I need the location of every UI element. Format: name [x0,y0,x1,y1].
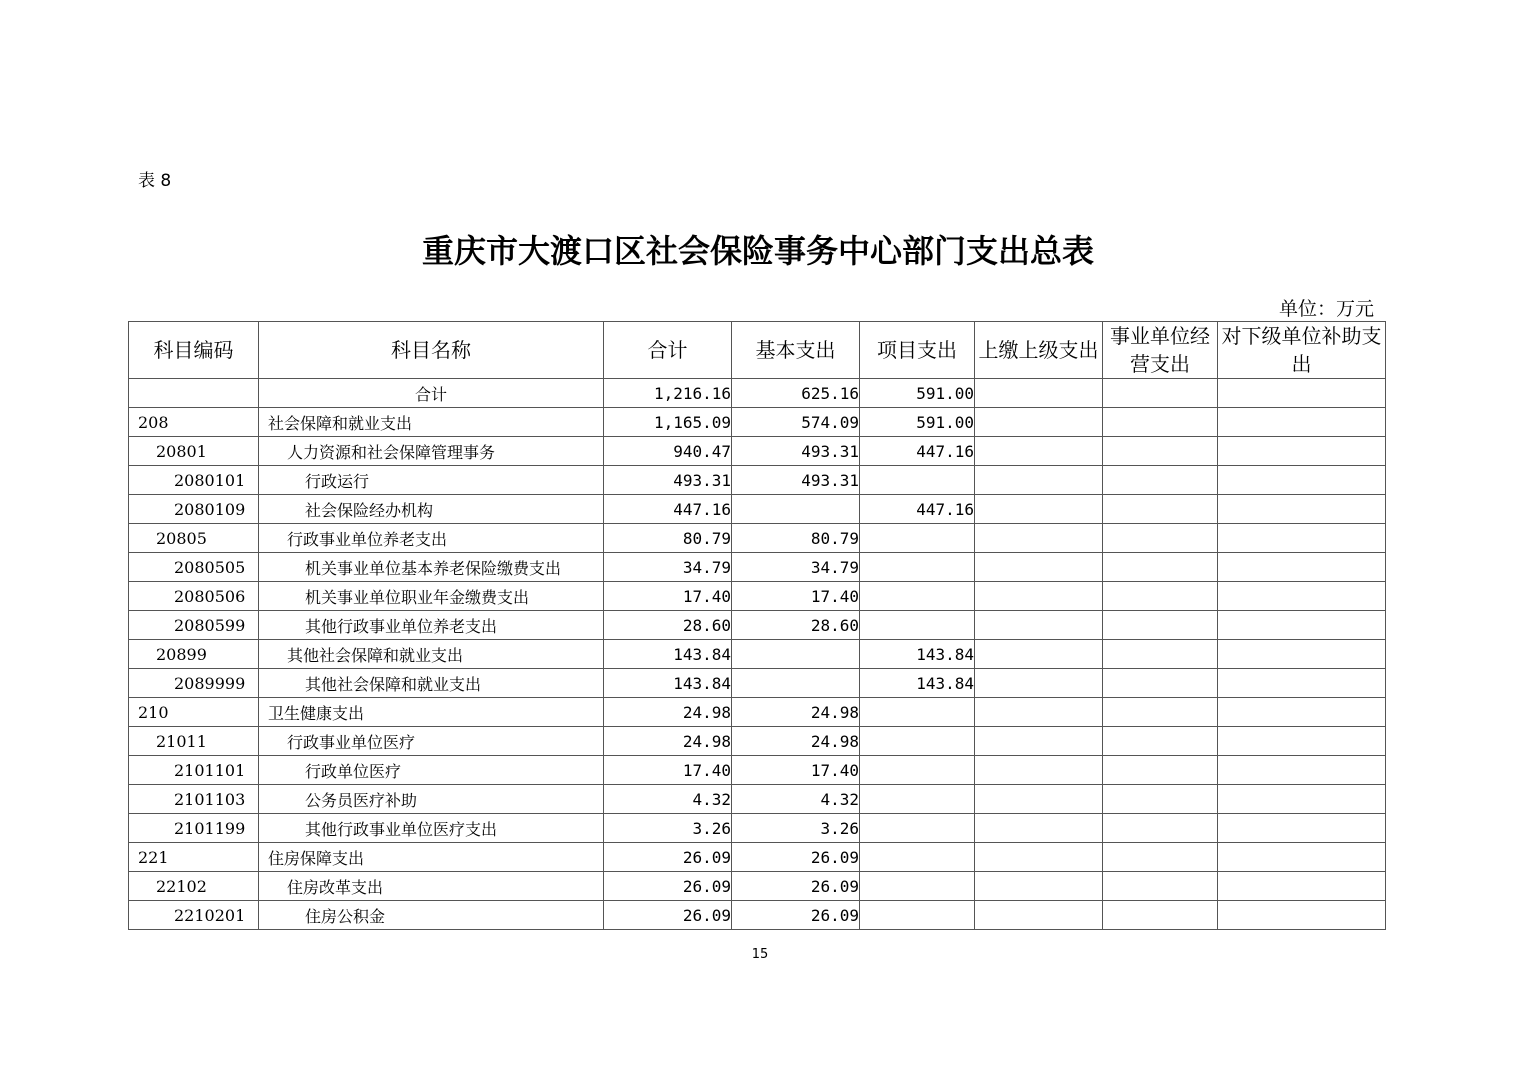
row-subsidy [1218,872,1386,901]
total-code-cell [129,379,259,408]
header-total: 合计 [604,322,732,379]
row-basic [732,640,860,669]
row-basic [732,669,860,698]
row-subsidy [1218,901,1386,930]
row-total: 1,165.09 [604,408,732,437]
row-business [1103,843,1218,872]
row-project [860,466,975,495]
row-business [1103,698,1218,727]
row-subsidy [1218,437,1386,466]
row-project: 447.16 [860,495,975,524]
row-name: 机关事业单位基本养老保险缴费支出 [259,553,604,582]
row-upper [975,640,1103,669]
row-name: 卫生健康支出 [259,698,604,727]
table-row [129,553,1386,582]
page-title: 重庆市大渡口区社会保险事务中心部门支出总表 [421,232,1094,270]
row-name: 住房改革支出 [259,872,604,901]
row-subsidy [1218,466,1386,495]
expenditure-table [128,321,1386,930]
row-total: 17.40 [604,582,732,611]
row-business [1103,814,1218,843]
row-upper [975,611,1103,640]
table-row [129,640,1386,669]
row-basic: 574.09 [732,408,860,437]
row-project [860,698,975,727]
row-total: 26.09 [604,901,732,930]
row-total: 940.47 [604,437,732,466]
row-project [860,727,975,756]
row-business [1103,437,1218,466]
row-total: 493.31 [604,466,732,495]
row-basic: 493.31 [732,437,860,466]
header-subsidy: 对下级单位补助支出 [1218,322,1386,379]
row-basic [732,495,860,524]
row-total: 4.32 [604,785,732,814]
row-name: 社会保障和就业支出 [259,408,604,437]
total-total: 1,216.16 [604,379,732,408]
row-total: 447.16 [604,495,732,524]
row-business [1103,872,1218,901]
table-body [129,379,1386,930]
row-business [1103,669,1218,698]
header-upper: 上缴上级支出 [975,322,1103,379]
row-basic: 3.26 [732,814,860,843]
row-business [1103,524,1218,553]
row-code: 2080101 [129,466,259,495]
table-row [129,814,1386,843]
row-upper [975,466,1103,495]
row-business [1103,901,1218,930]
row-subsidy [1218,553,1386,582]
total-upper [975,379,1103,408]
row-basic: 26.09 [732,872,860,901]
row-project [860,756,975,785]
row-upper [975,785,1103,814]
row-subsidy [1218,698,1386,727]
row-code: 2210201 [129,901,259,930]
row-code: 2080506 [129,582,259,611]
row-total: 3.26 [604,814,732,843]
row-subsidy [1218,640,1386,669]
row-code: 221 [129,843,259,872]
page-number: 15 [751,947,769,962]
row-business [1103,727,1218,756]
table-row [129,843,1386,872]
table-row [129,785,1386,814]
row-name: 机关事业单位职业年金缴费支出 [259,582,604,611]
row-business [1103,582,1218,611]
table-row [129,727,1386,756]
header-name: 科目名称 [259,322,604,379]
table-row [129,872,1386,901]
row-name: 行政事业单位医疗 [259,727,604,756]
table-label: 表 8 [138,171,172,191]
row-basic: 26.09 [732,901,860,930]
row-subsidy [1218,408,1386,437]
row-basic: 4.32 [732,785,860,814]
total-row [129,379,1386,408]
row-upper [975,727,1103,756]
row-code: 2080505 [129,553,259,582]
table-row [129,582,1386,611]
row-upper [975,582,1103,611]
total-basic: 625.16 [732,379,860,408]
row-code: 20805 [129,524,259,553]
table-row [129,756,1386,785]
row-code: 2080109 [129,495,259,524]
row-total: 143.84 [604,669,732,698]
row-total: 26.09 [604,843,732,872]
row-business [1103,756,1218,785]
row-code: 208 [129,408,259,437]
row-code: 22102 [129,872,259,901]
row-upper [975,872,1103,901]
row-total: 143.84 [604,640,732,669]
row-subsidy [1218,814,1386,843]
row-name: 其他行政事业单位养老支出 [259,611,604,640]
row-total: 34.79 [604,553,732,582]
row-business [1103,495,1218,524]
row-project [860,611,975,640]
row-code: 2101199 [129,814,259,843]
row-basic: 493.31 [732,466,860,495]
row-upper [975,698,1103,727]
row-upper [975,669,1103,698]
total-business [1103,379,1218,408]
row-basic: 24.98 [732,727,860,756]
row-code: 20899 [129,640,259,669]
row-project: 143.84 [860,640,975,669]
row-name: 人力资源和社会保障管理事务 [259,437,604,466]
row-name: 行政单位医疗 [259,756,604,785]
row-total: 26.09 [604,872,732,901]
row-project [860,524,975,553]
row-project [860,814,975,843]
row-upper [975,437,1103,466]
row-subsidy [1218,843,1386,872]
row-project [860,843,975,872]
row-project [860,872,975,901]
row-name: 其他社会保障和就业支出 [259,640,604,669]
row-subsidy [1218,495,1386,524]
unit-label: 单位：万元 [1278,298,1374,320]
header-business: 事业单位经营支出 [1103,322,1218,379]
row-basic: 17.40 [732,756,860,785]
row-basic: 26.09 [732,843,860,872]
row-name: 公务员医疗补助 [259,785,604,814]
row-code: 21011 [129,727,259,756]
row-subsidy [1218,524,1386,553]
row-upper [975,524,1103,553]
row-name: 行政事业单位养老支出 [259,524,604,553]
table-row [129,495,1386,524]
row-basic: 24.98 [732,698,860,727]
row-code: 210 [129,698,259,727]
row-upper [975,408,1103,437]
row-name: 其他社会保障和就业支出 [259,669,604,698]
row-upper [975,553,1103,582]
header-basic: 基本支出 [732,322,860,379]
row-total: 28.60 [604,611,732,640]
row-subsidy [1218,756,1386,785]
row-business [1103,553,1218,582]
row-project: 447.16 [860,437,975,466]
row-basic: 34.79 [732,553,860,582]
table-row [129,437,1386,466]
row-total: 80.79 [604,524,732,553]
table-row [129,408,1386,437]
row-name: 住房公积金 [259,901,604,930]
header-project: 项目支出 [860,322,975,379]
row-basic: 17.40 [732,582,860,611]
row-business [1103,611,1218,640]
row-business [1103,640,1218,669]
row-name: 住房保障支出 [259,843,604,872]
row-subsidy [1218,727,1386,756]
row-name: 行政运行 [259,466,604,495]
table-row [129,669,1386,698]
row-code: 2101103 [129,785,259,814]
row-project: 591.00 [860,408,975,437]
table-row [129,901,1386,930]
row-subsidy [1218,785,1386,814]
row-subsidy [1218,611,1386,640]
row-upper [975,495,1103,524]
row-upper [975,901,1103,930]
total-label: 合计 [259,379,604,408]
row-project [860,901,975,930]
row-business [1103,785,1218,814]
header-code: 科目编码 [129,322,259,379]
table-row [129,698,1386,727]
table-row [129,611,1386,640]
row-subsidy [1218,582,1386,611]
row-upper [975,756,1103,785]
total-subsidy [1218,379,1386,408]
row-total: 24.98 [604,727,732,756]
row-project [860,785,975,814]
row-upper [975,843,1103,872]
row-code: 2080599 [129,611,259,640]
header-row [129,322,1386,379]
row-subsidy [1218,669,1386,698]
row-project [860,582,975,611]
row-name: 社会保险经办机构 [259,495,604,524]
row-basic: 28.60 [732,611,860,640]
table-row [129,466,1386,495]
row-project: 143.84 [860,669,975,698]
row-name: 其他行政事业单位医疗支出 [259,814,604,843]
row-upper [975,814,1103,843]
table-row [129,524,1386,553]
row-business [1103,408,1218,437]
row-total: 17.40 [604,756,732,785]
row-code: 2101101 [129,756,259,785]
row-project [860,553,975,582]
row-business [1103,466,1218,495]
row-basic: 80.79 [732,524,860,553]
row-code: 2089999 [129,669,259,698]
row-code: 20801 [129,437,259,466]
total-project: 591.00 [860,379,975,408]
row-total: 24.98 [604,698,732,727]
